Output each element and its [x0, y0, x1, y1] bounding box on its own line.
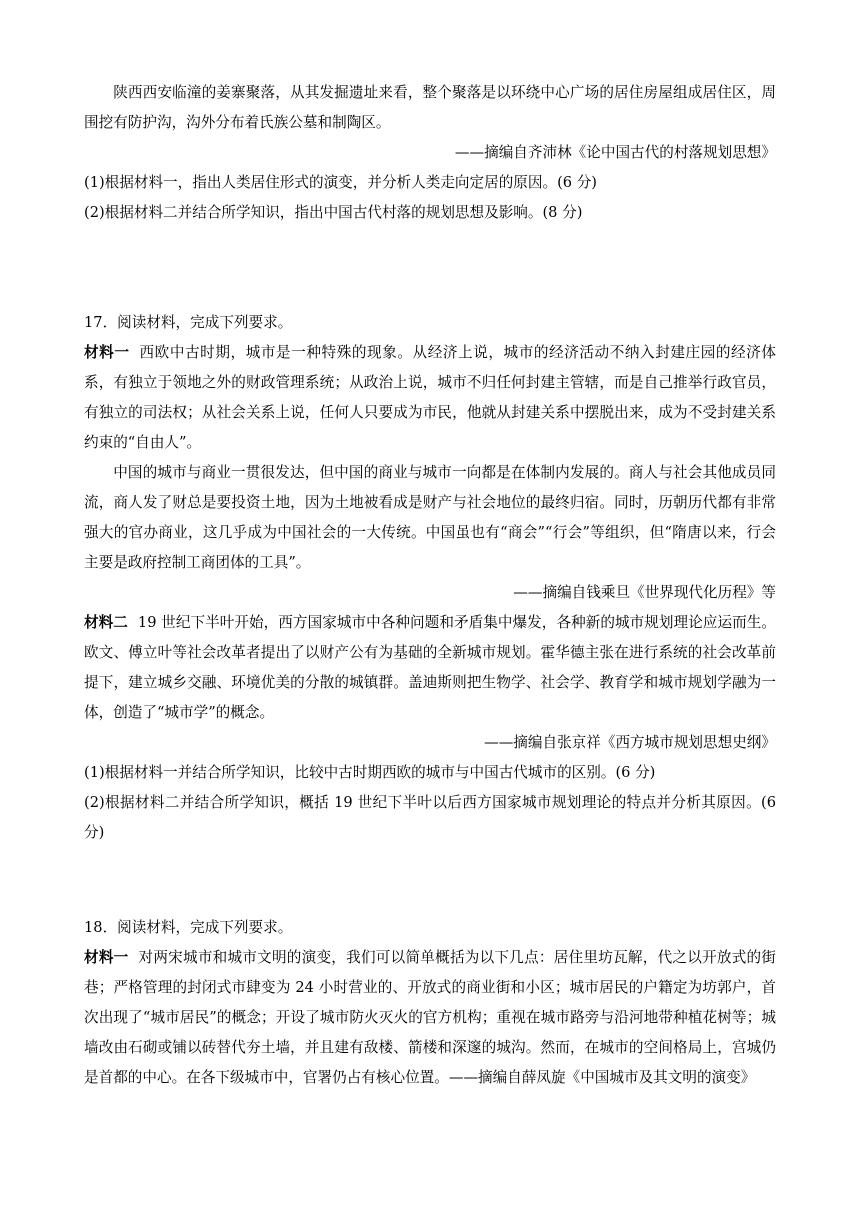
material-label: 材料一	[84, 344, 130, 361]
question-2: (2)根据材料二并结合所学知识，指出中国古代村落的规划思想及影响。(8 分)	[84, 204, 583, 221]
material-1-paragraph	[84, 338, 776, 458]
material-2-paragraph	[84, 608, 776, 728]
material-paragraph: 陕西西安临潼的姜寨聚落，从其发掘遗址来看，整个聚落是以环绕中心广场的居住房屋组成居住区，周围挖有防护沟，沟外分布着氏族公墓和制陶区。	[84, 84, 776, 131]
question-17	[84, 308, 776, 848]
question-18	[84, 913, 776, 1093]
question-1: (1)根据材料一并结合所学知识，比较中古时期西欧的城市与中国古代城市的区别。(6 分)	[84, 764, 656, 781]
material-text: 19 世纪下半叶开始，西方国家城市中各种问题和矛盾集中爆发，各种新的城市规划理论应运而生。欧文、傅立叶等社会改革者提出了以财产公有为基础的全新城市规划。霍华德主张在进行系统的社会改革前提下，建立城乡交融、环境优美的分散的城镇群。盖迪斯则把生物学、社会学、教育学和城市规划学融为一体，创造了“城市学”的概念。	[84, 614, 776, 721]
question-title: 17．阅读材料，完成下列要求。	[84, 314, 293, 331]
source-citation: ——摘编自张京祥《西方城市规划思想史纲》	[484, 734, 776, 751]
material-text: 对两宋城市和城市文明的演变，我们可以简单概括为以下几点：居住里坊瓦解，代之以开放式的街巷；严格管理的封闭式市肆变为 24 小时营业的、开放式的商业街和小区；城市居民的户籍定为坊郭户，首次出现了“城市居民”的概念；开设了城市防火灭火的官方机构；重视在城市路旁与沿河地带种植花树等；城墙改由石砌或铺以砖替代夯土墙，并且建有敌楼、箭楼和深邃的城沟。然而，在城市的空间格局上，宫城仍是首都的中心。在各下级城市中，官署仍占有核心位置。——摘编自薛凤旋《中国城市及其文明的演变》	[84, 949, 776, 1086]
material-label: 材料二	[84, 614, 128, 631]
top-section	[84, 78, 776, 228]
material-text: 西欧中古时期，城市是一种特殊的现象。从经济上说，城市的经济活动不纳入封建庄园的经济体系，有独立于领地之外的财政管理系统；从政治上说，城市不归任何封建主管辖，而是自己推举行政官员，有独立的司法权；从社会关系上说，任何人只要成为市民，他就从封建关系中摆脱出来，成为不受封建关系约束的“自由人”。	[84, 344, 776, 451]
source-citation: ——摘编自齐沛林《论中国古代的村落规划思想》	[454, 144, 776, 161]
question-2: (2)根据材料二并结合所学知识，概括 19 世纪下半叶以后西方国家城市规划理论的特点并分析其原因。(6 分)	[84, 794, 776, 841]
question-title: 18．阅读材料，完成下列要求。	[84, 919, 293, 936]
material-label: 材料一	[84, 949, 129, 966]
material-1-paragraph	[84, 943, 776, 1093]
source-citation: ——摘编自钱乘旦《世界现代化历程》等	[513, 584, 776, 601]
question-1: (1)根据材料一，指出人类居住形式的演变，并分析人类走向定居的原因。(6 分)	[84, 174, 597, 191]
material-1-paragraph-2: 中国的城市与商业一贯很发达，但中国的商业与城市一向都是在体制内发展的。商人与社会其他成员同流，商人发了财总是要投资土地，因为土地被看成是财产与社会地位的最终归宿。同时，历朝历代都有非常强大的官办商业，这几乎成为中国社会的一大传统。中国虽也有“商会”“行会”等组织，但“隋唐以来，行会主要是政府控制工商团体的工具”。	[84, 464, 776, 571]
